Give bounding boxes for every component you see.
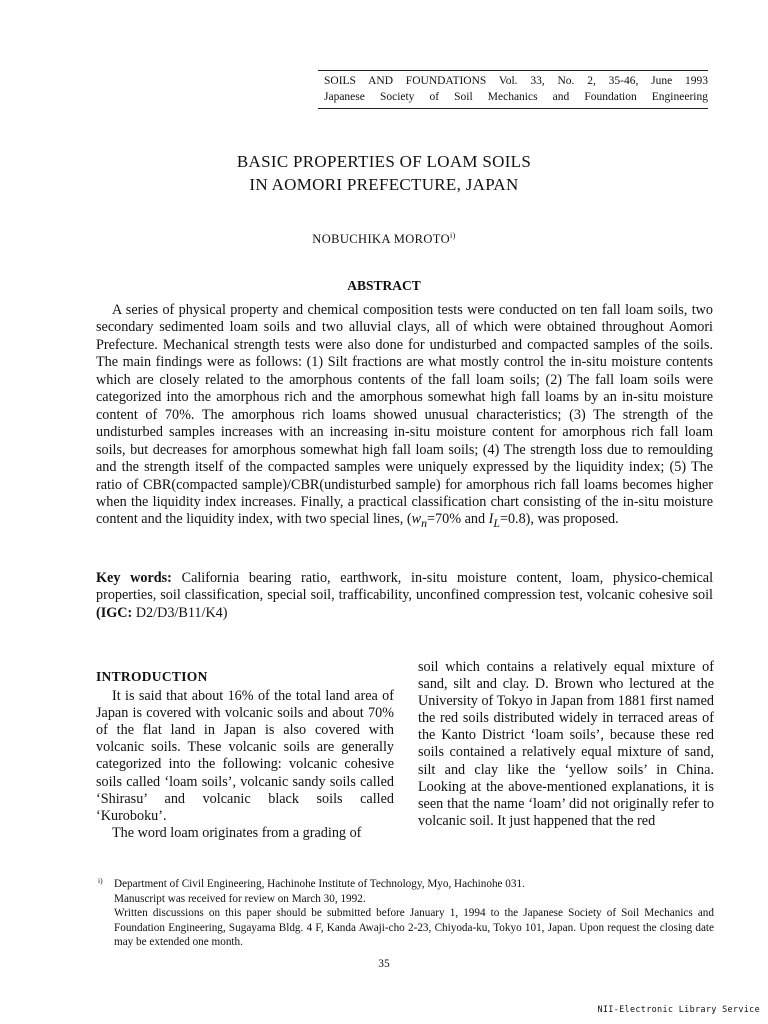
introduction-paragraph-1: It is said that about 16% of the total land area of Japan is covered with volcanic soils and about 70% of the flat land in Japan is also covered with volcanic soils. These volcanic soils are generally categorized into the following: volcanic cohesive soils called ‘loam soils’, volcanic sandy soils called ‘Shirasu’ and volcanic black soils called ‘Kuroboku’.	[96, 688, 394, 824]
introduction-paragraph-2: The word loam originates from a grading of	[112, 824, 362, 841]
var-i: I	[488, 511, 494, 528]
abstract-body	[96, 302, 713, 533]
introduction-column-2	[418, 659, 714, 830]
keywords-label: Key words:	[96, 570, 172, 586]
introduction-column-2-text: soil which contains a relatively equal mixture of sand, silt and clay. D. Brown who lectured at the University of Tokyo in Japan from 1881 first named the red soils distributed widely in terraced areas of the Kanto District ‘loam soils’, because these red soils contained a relatively equal mixture of sand, silt and clay like the ‘yellow soils’ in China. Looking at the above-mentioned explanations, it is seen that the name ‘loam’ did not originally refer to volcanic soil. It just happened that the red	[418, 659, 714, 829]
author-footnote-mark: i)	[450, 231, 456, 240]
igc-label: (IGC:	[96, 604, 133, 621]
introduction-heading: INTRODUCTION	[96, 669, 208, 684]
footnote-affiliation: Department of Civil Engineering, Hachinohe Institute of Technology, Myo, Hachinohe 031.	[114, 878, 525, 890]
keywords	[96, 570, 713, 622]
abstract-text-main: A series of physical property and chemical composition tests were conducted on ten fall loam soils, two secondary sedimented loam soils and two alluvial clays, all of which were obtained throughout Aomori Prefecture. Mechanical strength tests were also done for undisturbed and compacted samples of the soils. The main findings were as follows: (1) Silt fractions are what mostly control the in-situ moisture contents which are closely related to the amorphous contents of the fall loam soils; (2) The fall loam soils were categorized into the amorphous rich and the amorphous somewhat high fall loams by an in-situ moisture content of 70%. The amorphous rich loams showed unusual characteristics; (3) The strength of the undisturbed samples increases with an increasing in-situ moisture content for amorphous rich fall loam soils, but decreases for amorphous somewhat high fall loam soils; (4) The strength loss due to remoulding and the strength itself of the compacted samples were uniquely expressed by the liquidity index; (5) The ratio of CBR(compacted sample)/CBR(undisturbed sample) for amorphous rich fall loams becomes higher when the liquidity index increases. Finally, a practical classification chart consisting of the in-situ moisture content and the liquidity index, with two special lines, (	[96, 302, 713, 528]
igc-codes: D2/D3/B11/K4)	[132, 604, 228, 621]
abstract-heading: ABSTRACT	[347, 278, 421, 293]
introduction-column-1	[96, 668, 394, 842]
footnote-mark: i)	[98, 876, 103, 885]
footnotes	[98, 876, 714, 950]
var-w: w	[411, 511, 422, 528]
keywords-text: California bearing ratio, earthwork, in-situ moisture content, loam, physico-chemical properties, soil classification, special soil, trafficability, unconfined compression test, volcanic cohesive soil	[96, 570, 714, 604]
society-name: Japanese Society of Soil Mechanics and Foundation Engineering	[324, 91, 708, 103]
page-number: 35	[378, 958, 390, 970]
var-i-sub: L	[493, 516, 500, 531]
footnote-discussion: Written discussions on this paper should be submitted before January 1, 1994 to the Japanese Society of Soil Mechanics and Foundation Engineering, Sugayama Bldg. 4 F, Kanda Awaji-cho 2-23, Chiyoda-ku, Tokyo 101, Japan. Upon request the closing date may be extended one month.	[114, 907, 714, 949]
var-w-sub: n	[421, 516, 428, 531]
abstract-text-end: =0.8), was proposed.	[499, 511, 619, 528]
author-name: NOBUCHIKA MOROTO	[312, 232, 451, 247]
paper-title-line-2: IN AOMORI PREFECTURE, JAPAN	[249, 175, 519, 194]
abstract-text-mid: =70% and	[427, 511, 489, 528]
service-label: NII-Electronic Library Service	[597, 1005, 760, 1015]
paper-title-line-1: BASIC PROPERTIES OF LOAM SOILS	[236, 152, 532, 171]
journal-citation: SOILS AND FOUNDATIONS Vol. 33, No. 2, 35-46, June 1993	[324, 75, 708, 87]
footnote-manuscript: Manuscript was received for review on March 30, 1992.	[114, 892, 366, 905]
journal-header	[318, 70, 708, 109]
author	[0, 231, 768, 247]
